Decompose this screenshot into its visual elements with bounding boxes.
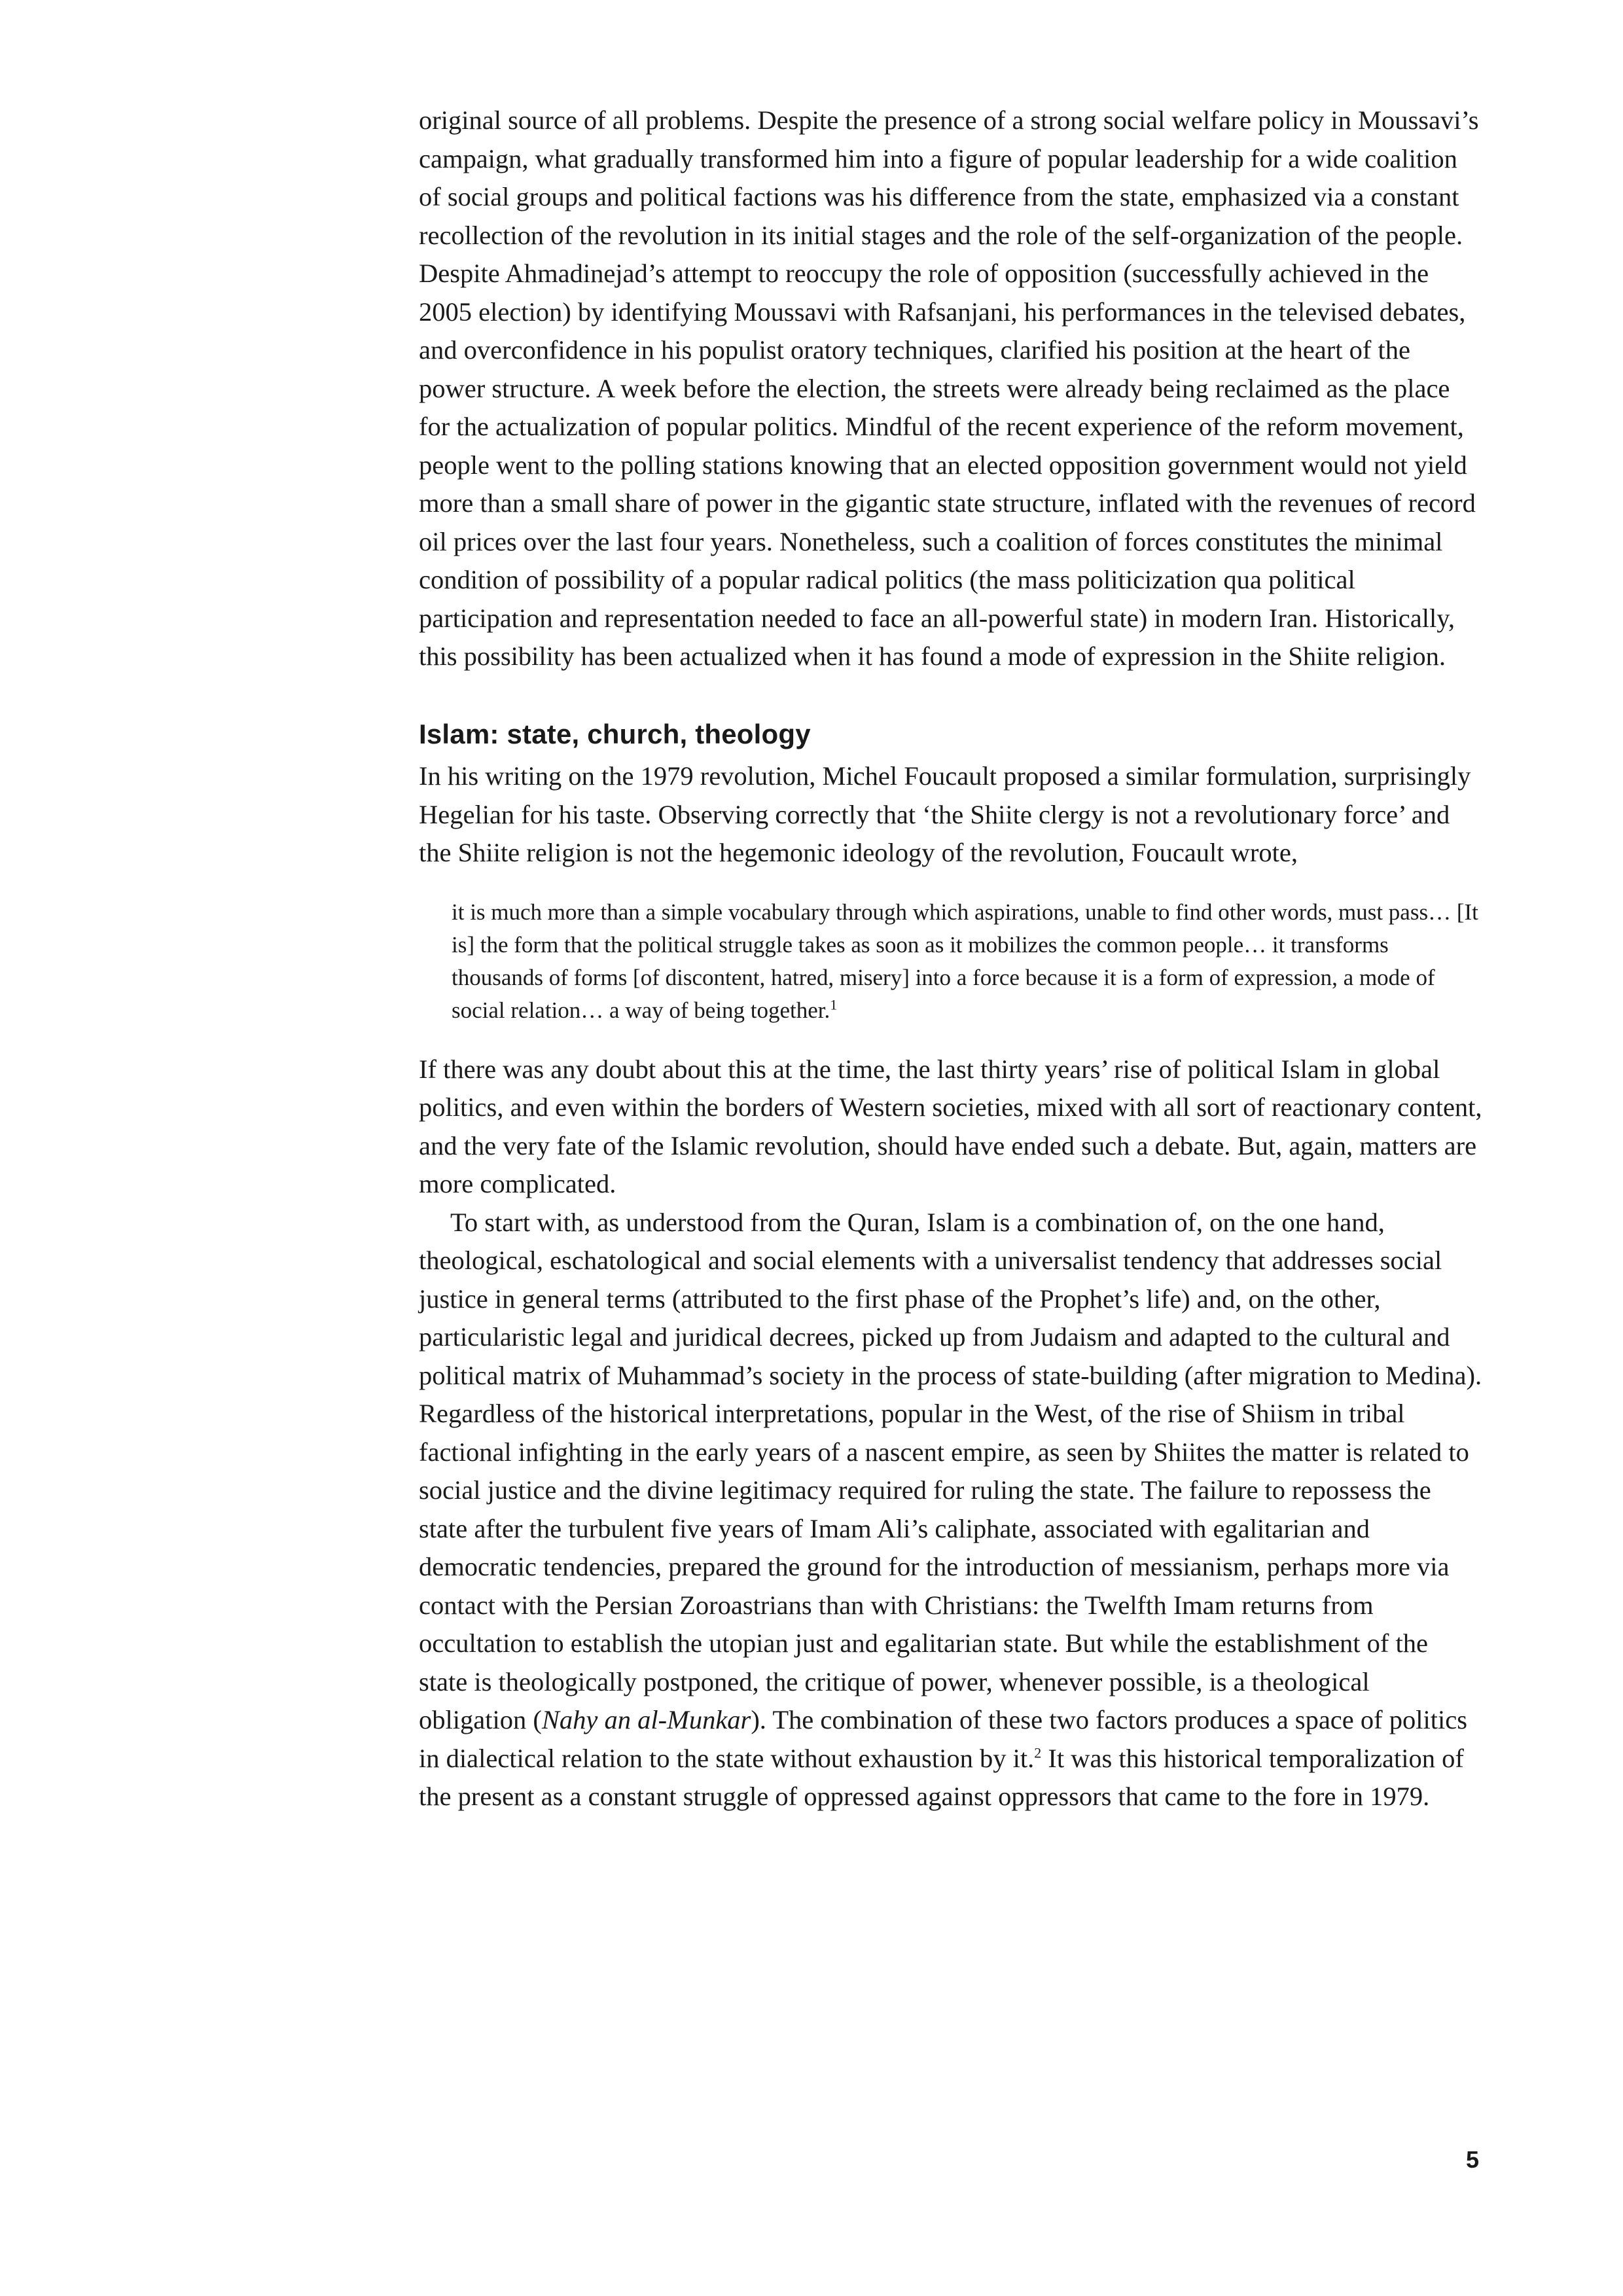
body-paragraph-4-part-2: ). The combination of these two factors produces a space of politics in dialectical relation to the state without exhaustion by it. <box>419 1705 1467 1773</box>
block-quote <box>452 896 1482 1027</box>
footnote-ref-1: 1 <box>830 996 838 1013</box>
body-paragraph-4-part-1: To start with, as understood from the Quran, Islam is a combination of, on the one hand, theological, eschatological and social elements with a universalist tendency that addresses social justice in general terms (attributed to the first phase of the Prophet’s life) and, on the other, particularistic legal and juridical decrees, picked up from Judaism and adapted to the cultural and political matrix of Muhammad’s society in the process of state-building (after migration to Medina). Regardless of the historical interpretations, popular in the West, of the rise of Shiism in tribal factional infighting in the early years of a nascent empire, as seen by Shiites the matter is related to social justice and the divine legitimacy required for ruling the state. The failure to repossess the state after the turbulent five years of Imam Ali’s caliphate, associated with egalitarian and democratic tendencies, prepared the ground for the introduction of messianism, perhaps more via contact with the Persian Zoroastrians than with Christians: the Twelfth Imam returns from occultation to establish the utopian just and egalitarian state. But while the establishment of the state is theologically postponed, the critique of power, whenever possible, is a theological obligation ( <box>419 1207 1482 1734</box>
block-quote-text: it is much more than a simple vocabulary through which aspirations, unable to find other words, must pass… [It is] the form that the political struggle takes as soon as it mobilizes the common people… it transforms thousands of forms [of discontent, hatred, misery] into a force because it is a form of expression, a mode of social relation… a way of being together. <box>452 899 1478 1023</box>
body-paragraph-1: original source of all problems. Despite the presence of a strong social welfare policy in Moussavi’s campaign, what gradually transformed him into a figure of popular leadership for a wide coalition of social groups and political factions was his difference from the state, emphasized via a constant recollection of the revolution in its initial stages and the role of the self-organization of the people. Despite Ahmadinejad’s attempt to reoccupy the role of opposition (successfully achieved in the 2005 election) by identifying Moussavi with Rafsanjani, his performances in the televised debates, and overconfidence in his populist oratory techniques, clarified his position at the heart of the power structure. A week before the election, the streets were already being reclaimed as the place for the actualization of popular politics. Mindful of the recent experience of the reform movement, people went to the polling stations knowing that an elected opposition government would not yield more than a small share of power in the gigantic state structure, inflated with the revenues of record oil prices over the last four years. Nonetheless, such a coalition of forces constitutes the minimal condition of possibility of a popular radical politics (the mass politicization qua political participation and representation needed to face an all-powerful state) in modern Iran. Historically, this possibility has been actualized when it has found a mode of expression in the Shiite religion. <box>419 105 1479 671</box>
body-paragraph-4 <box>419 1204 1482 1816</box>
arabic-term: Nahy an al-Munkar <box>541 1705 751 1734</box>
body-paragraph-3: If there was any doubt about this at the time, the last thirty years’ rise of political Islam in global politics, and even within the borders of Western societies, mixed with all sort of reactionary content, and the very fate of the Islamic revolution, should have ended such a debate. But, again, matters are more complicated. <box>419 1054 1482 1198</box>
footnote-ref-2: 2 <box>1034 1744 1042 1761</box>
body-paragraph-4-part-3: It was this historical temporalization of the present as a constant struggle of oppressed against oppressors that came to the fore in 1979. <box>419 1743 1464 1811</box>
main-text-column <box>419 101 1482 1816</box>
body-paragraph-2: In his writing on the 1979 revolution, Michel Foucault proposed a similar formulation, surprisingly Hegelian for his taste. Observing correctly that ‘the Shiite clergy is not a revolutionary force’ and the Shiite religion is not the hegemonic ideology of the revolution, Foucault wrote, <box>419 761 1471 867</box>
section-heading: Islam: state, church, theology <box>419 718 811 749</box>
page-number: 5 <box>1465 2146 1479 2173</box>
